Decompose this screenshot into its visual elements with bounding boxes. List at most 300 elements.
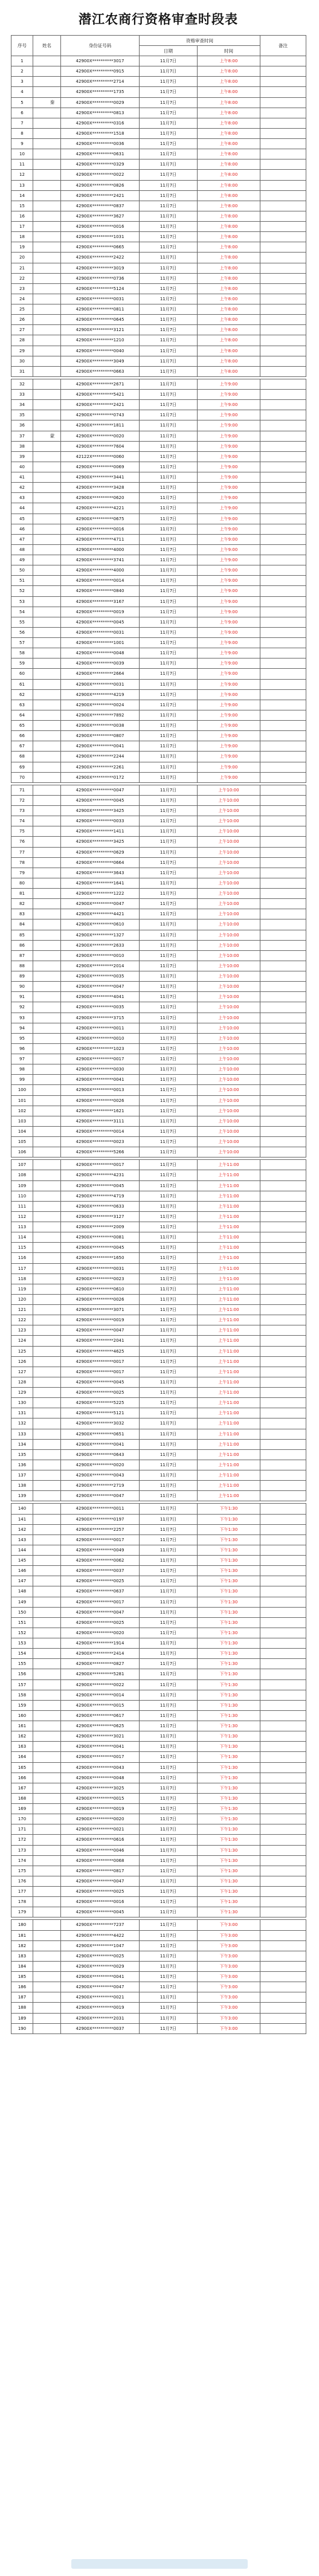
row-note [260, 108, 306, 118]
row-no: 116 [11, 1253, 33, 1263]
row-time: 上午8:00 [198, 190, 260, 201]
row-note [260, 1064, 306, 1075]
row-date: 11月7日 [140, 1106, 198, 1116]
row-note [260, 607, 306, 617]
row-name [33, 56, 61, 66]
table-row [11, 1783, 306, 1793]
row-no: 185 [11, 1972, 33, 1982]
table-row [11, 159, 306, 170]
table-row [11, 1897, 306, 1907]
table-row [11, 741, 306, 752]
table-row [11, 77, 306, 87]
row-id: 42900X**********2714 [61, 77, 140, 87]
row-note [260, 1054, 306, 1064]
row-date: 11月7日 [140, 1866, 198, 1876]
row-note [260, 1556, 306, 1566]
row-date: 11月7日 [140, 1023, 198, 1033]
row-no: 101 [11, 1095, 33, 1106]
row-time: 上午8:00 [198, 180, 260, 190]
table-row [11, 211, 306, 221]
row-name [33, 294, 61, 304]
row-date: 11月7日 [140, 56, 198, 66]
row-id: 42900X**********0041 [61, 1742, 140, 1752]
row-time: 上午9:00 [198, 731, 260, 741]
row-time: 下午1:30 [198, 1617, 260, 1628]
row-time: 上午11:00 [198, 1398, 260, 1408]
row-name [33, 1023, 61, 1033]
row-id: 42900X**********3049 [61, 356, 140, 366]
row-no: 38 [11, 441, 33, 451]
row-name [33, 263, 61, 273]
row-date: 11月7日 [140, 1576, 198, 1586]
row-time: 上午10:00 [198, 1126, 260, 1136]
row-note [260, 1649, 306, 1659]
row-no: 186 [11, 1982, 33, 1992]
table-row [11, 1586, 306, 1597]
table-row [11, 1085, 306, 1095]
row-time: 上午11:00 [198, 1170, 260, 1180]
row-date: 11月7日 [140, 1742, 198, 1752]
row-id: 42900X**********0021 [61, 1992, 140, 2003]
row-time: 上午9:00 [198, 441, 260, 451]
row-id: 42900X**********0062 [61, 1556, 140, 1566]
row-name [33, 1222, 61, 1232]
row-no: 11 [11, 159, 33, 170]
row-note [260, 1253, 306, 1263]
row-date: 11月7日 [140, 648, 198, 658]
row-name [33, 1930, 61, 1940]
row-date: 11月7日 [140, 211, 198, 221]
row-date: 11月7日 [140, 1201, 198, 1211]
row-time: 下午3:00 [198, 2023, 260, 2033]
row-date: 11月7日 [140, 992, 198, 1002]
row-date: 11月7日 [140, 1284, 198, 1294]
row-id: 42900X**********3111 [61, 1116, 140, 1126]
table-row [11, 889, 306, 899]
row-id: 42900X**********0047 [61, 982, 140, 992]
table-row [11, 1617, 306, 1628]
row-no: 158 [11, 1690, 33, 1700]
row-time: 下午1:30 [198, 1866, 260, 1876]
table-row [11, 847, 306, 857]
row-no: 166 [11, 1773, 33, 1783]
row-time: 下午1:30 [198, 1845, 260, 1855]
row-id: 42900X**********0025 [61, 1388, 140, 1398]
row-time: 上午9:00 [198, 627, 260, 637]
row-id: 42900X**********0031 [61, 1263, 140, 1274]
row-date: 11月7日 [140, 1033, 198, 1043]
row-date: 11月7日 [140, 596, 198, 607]
row-no: 168 [11, 1793, 33, 1803]
row-date: 11月7日 [140, 565, 198, 576]
row-time: 上午9:00 [198, 472, 260, 483]
row-time: 上午9:00 [198, 617, 260, 627]
row-time: 上午11:00 [198, 1274, 260, 1284]
row-name [33, 648, 61, 658]
row-time: 上午10:00 [198, 847, 260, 857]
row-note [260, 889, 306, 899]
row-name [33, 940, 61, 950]
row-date: 11月7日 [140, 1388, 198, 1398]
table-row [11, 596, 306, 607]
row-no: 92 [11, 1002, 33, 1013]
row-name [33, 1460, 61, 1470]
table-row [11, 263, 306, 273]
row-note [260, 451, 306, 462]
row-name [33, 1700, 61, 1710]
row-time: 上午11:00 [198, 1439, 260, 1449]
row-name [33, 1160, 61, 1170]
row-date: 11月7日 [140, 1481, 198, 1491]
row-time: 下午1:30 [198, 1679, 260, 1690]
row-time: 上午9:00 [198, 524, 260, 534]
table-row [11, 1524, 306, 1534]
row-date: 11月7日 [140, 273, 198, 283]
row-name [33, 669, 61, 679]
row-note [260, 283, 306, 294]
row-name [33, 1106, 61, 1116]
row-no: 36 [11, 420, 33, 431]
row-note [260, 992, 306, 1002]
row-no: 89 [11, 971, 33, 982]
table-row [11, 1201, 306, 1211]
table-row [11, 648, 306, 658]
row-name [33, 1659, 61, 1669]
row-no: 50 [11, 565, 33, 576]
row-no: 12 [11, 170, 33, 180]
row-no: 123 [11, 1325, 33, 1336]
row-time: 上午8:00 [198, 273, 260, 283]
row-date: 11月7日 [140, 1243, 198, 1253]
row-id: 42900X**********7237 [61, 1920, 140, 1930]
row-date: 11月7日 [140, 87, 198, 97]
row-date: 11月7日 [140, 1597, 198, 1607]
row-note [260, 1752, 306, 1762]
row-time: 上午10:00 [198, 1116, 260, 1126]
row-no: 140 [11, 1504, 33, 1514]
row-no: 139 [11, 1491, 33, 1501]
row-note [260, 1274, 306, 1284]
row-time: 上午9:00 [198, 679, 260, 689]
row-name [33, 420, 61, 431]
row-note [260, 731, 306, 741]
row-no: 66 [11, 731, 33, 741]
row-no: 79 [11, 868, 33, 878]
row-no: 132 [11, 1418, 33, 1429]
row-date: 11月7日 [140, 1920, 198, 1930]
row-name [33, 1191, 61, 1201]
row-date: 11月7日 [140, 524, 198, 534]
row-no: 1 [11, 56, 33, 66]
row-id: 42900X**********2244 [61, 752, 140, 762]
row-no: 153 [11, 1638, 33, 1649]
row-note [260, 1023, 306, 1033]
row-date: 11月7日 [140, 1710, 198, 1721]
row-time: 下午3:00 [198, 1961, 260, 1971]
row-note [260, 1106, 306, 1116]
row-name [33, 514, 61, 524]
row-time: 上午11:00 [198, 1232, 260, 1243]
row-date: 11月7日 [140, 1232, 198, 1243]
row-no: 42 [11, 483, 33, 493]
row-id: 42900X**********0031 [61, 679, 140, 689]
row-date: 11月7日 [140, 335, 198, 346]
row-date: 11月7日 [140, 1408, 198, 1418]
row-id: 42900X**********3127 [61, 1211, 140, 1222]
row-no: 107 [11, 1160, 33, 1170]
row-no: 41 [11, 472, 33, 483]
table-row [11, 232, 306, 242]
row-note [260, 1514, 306, 1524]
row-no: 128 [11, 1377, 33, 1387]
row-no: 129 [11, 1388, 33, 1398]
table-row [11, 273, 306, 283]
row-name [33, 1514, 61, 1524]
row-id: 42900X**********0045 [61, 617, 140, 627]
row-name [33, 1628, 61, 1638]
row-note [260, 1418, 306, 1429]
row-time: 上午11:00 [198, 1243, 260, 1253]
row-time: 上午10:00 [198, 1095, 260, 1106]
row-date: 11月7日 [140, 1669, 198, 1679]
row-date: 11月7日 [140, 180, 198, 190]
row-id: 42900X**********3441 [61, 472, 140, 483]
row-time: 上午11:00 [198, 1315, 260, 1325]
row-date: 11月7日 [140, 930, 198, 940]
row-no: 100 [11, 1085, 33, 1095]
row-date: 11月7日 [140, 1460, 198, 1470]
row-time: 上午9:00 [198, 514, 260, 524]
row-no: 17 [11, 222, 33, 232]
row-date: 11月7日 [140, 710, 198, 720]
row-date: 11月7日 [140, 1294, 198, 1304]
row-time: 下午1:30 [198, 1835, 260, 1845]
table-row [11, 1731, 306, 1742]
row-date: 11月7日 [140, 1700, 198, 1710]
row-id: 42900X**********2031 [61, 2013, 140, 2023]
table-row [11, 1982, 306, 1992]
row-no: 35 [11, 410, 33, 420]
row-time: 下午1:30 [198, 1783, 260, 1793]
row-date: 11月7日 [140, 658, 198, 669]
row-time: 下午1:30 [198, 1752, 260, 1762]
row-name [33, 1762, 61, 1773]
table-row [11, 806, 306, 816]
row-no: 15 [11, 201, 33, 211]
row-note [260, 1147, 306, 1158]
row-no: 71 [11, 785, 33, 795]
row-time: 下午1:30 [198, 1907, 260, 1918]
table-row [11, 1649, 306, 1659]
row-note [260, 56, 306, 66]
row-id: 42900X**********0811 [61, 304, 140, 315]
row-time: 上午9:00 [198, 772, 260, 782]
table-row [11, 108, 306, 118]
row-no: 157 [11, 1679, 33, 1690]
row-date: 11月7日 [140, 1491, 198, 1501]
row-time: 下午1:30 [198, 1742, 260, 1752]
row-no: 72 [11, 795, 33, 805]
row-date: 11月7日 [140, 1845, 198, 1855]
row-name [33, 431, 61, 441]
table-row [11, 1398, 306, 1408]
row-time: 上午9:00 [198, 586, 260, 596]
row-time: 上午11:00 [198, 1346, 260, 1356]
table-row [11, 2023, 306, 2033]
row-date: 11月7日 [140, 431, 198, 441]
row-no: 97 [11, 1054, 33, 1064]
row-note [260, 1907, 306, 1918]
row-no: 5 [11, 97, 33, 108]
row-note [260, 1804, 306, 1814]
row-date: 11月7日 [140, 762, 198, 772]
row-name [33, 1075, 61, 1085]
row-id: 42900X**********2009 [61, 1222, 140, 1232]
row-note [260, 118, 306, 128]
row-name [33, 909, 61, 919]
row-note [260, 66, 306, 77]
row-note [260, 325, 306, 335]
table-row [11, 971, 306, 982]
row-date: 11月7日 [140, 325, 198, 335]
row-id: 42900X**********0041 [61, 1075, 140, 1085]
row-name [33, 1793, 61, 1803]
row-note [260, 857, 306, 868]
row-name [33, 190, 61, 201]
row-id: 42900X**********0031 [61, 294, 140, 304]
row-time: 上午9:00 [198, 762, 260, 772]
row-time: 上午9:00 [198, 648, 260, 658]
row-id: 42900X**********0035 [61, 971, 140, 982]
row-note [260, 1897, 306, 1907]
row-note [260, 785, 306, 795]
table-row [11, 222, 306, 232]
row-name [33, 1690, 61, 1700]
row-note [260, 2003, 306, 2013]
row-time: 下午1:30 [198, 1814, 260, 1824]
row-name [33, 1669, 61, 1679]
row-no: 7 [11, 118, 33, 128]
row-name [33, 211, 61, 221]
row-name [33, 1325, 61, 1336]
row-id: 42900X**********0620 [61, 493, 140, 503]
row-id: 42900X**********0031 [61, 627, 140, 637]
table-row [11, 627, 306, 637]
row-name [33, 1449, 61, 1460]
row-no: 56 [11, 627, 33, 637]
row-no: 24 [11, 294, 33, 304]
row-date: 11月7日 [140, 1325, 198, 1336]
row-time: 上午8:00 [198, 201, 260, 211]
row-time: 上午9:00 [198, 565, 260, 576]
row-no: 146 [11, 1566, 33, 1576]
row-time: 上午8:00 [198, 118, 260, 128]
row-note [260, 1586, 306, 1597]
row-note [260, 544, 306, 555]
row-date: 11月7日 [140, 2003, 198, 2013]
row-id: 42900X**********2633 [61, 940, 140, 950]
row-date: 11月7日 [140, 294, 198, 304]
table-row [11, 1545, 306, 1555]
row-name [33, 586, 61, 596]
row-date: 11月7日 [140, 1043, 198, 1054]
row-name [33, 1992, 61, 2003]
row-time: 上午10:00 [198, 919, 260, 930]
row-time: 上午8:00 [198, 335, 260, 346]
row-date: 11月7日 [140, 741, 198, 752]
row-time: 下午1:30 [198, 1566, 260, 1576]
row-no: 10 [11, 149, 33, 159]
row-no: 121 [11, 1305, 33, 1315]
row-note [260, 1773, 306, 1783]
row-id: 42900X**********0049 [61, 1545, 140, 1555]
row-time: 上午9:00 [198, 689, 260, 700]
row-no: 120 [11, 1294, 33, 1304]
row-time: 上午9:00 [198, 420, 260, 431]
table-row [11, 1920, 306, 1930]
table-row [11, 190, 306, 201]
table-row [11, 1773, 306, 1783]
row-name [33, 1783, 61, 1793]
row-time: 上午9:00 [198, 596, 260, 607]
row-no: 84 [11, 919, 33, 930]
row-id: 42900X**********2014 [61, 961, 140, 971]
row-no: 104 [11, 1126, 33, 1136]
row-id: 42900X**********0047 [61, 899, 140, 909]
row-date: 11月7日 [140, 889, 198, 899]
row-note [260, 1524, 306, 1534]
row-note [260, 97, 306, 108]
row-no: 136 [11, 1460, 33, 1470]
row-time: 上午10:00 [198, 1106, 260, 1116]
row-id: 42900X**********3428 [61, 483, 140, 493]
row-name [33, 253, 61, 263]
row-note [260, 1845, 306, 1855]
row-note [260, 390, 306, 400]
row-date: 11月7日 [140, 1972, 198, 1982]
row-note [260, 627, 306, 637]
row-no: 159 [11, 1700, 33, 1710]
row-note [260, 1460, 306, 1470]
row-no: 111 [11, 1201, 33, 1211]
row-note [260, 1930, 306, 1940]
row-time: 下午1:30 [198, 1876, 260, 1886]
row-id: 42900X**********0026 [61, 1095, 140, 1106]
table-row [11, 1514, 306, 1524]
row-id: 42900X**********0637 [61, 1586, 140, 1597]
table-row [11, 1930, 306, 1940]
row-name [33, 1408, 61, 1418]
table-row [11, 1043, 306, 1054]
table-row [11, 638, 306, 648]
row-name [33, 1876, 61, 1886]
row-date: 11月7日 [140, 1628, 198, 1638]
row-id: 42900X**********1023 [61, 1043, 140, 1054]
row-name [33, 1586, 61, 1597]
row-no: 137 [11, 1470, 33, 1481]
header-id: 身份证号码 [61, 36, 140, 56]
row-id: 42900X**********1210 [61, 335, 140, 346]
row-id: 42900X**********4221 [61, 503, 140, 514]
table-row [11, 1253, 306, 1263]
table-row [11, 752, 306, 762]
row-name [33, 472, 61, 483]
row-time: 上午10:00 [198, 1075, 260, 1085]
row-name [33, 1951, 61, 1961]
row-date: 11月7日 [140, 971, 198, 982]
row-note [260, 1742, 306, 1752]
row-note [260, 940, 306, 950]
